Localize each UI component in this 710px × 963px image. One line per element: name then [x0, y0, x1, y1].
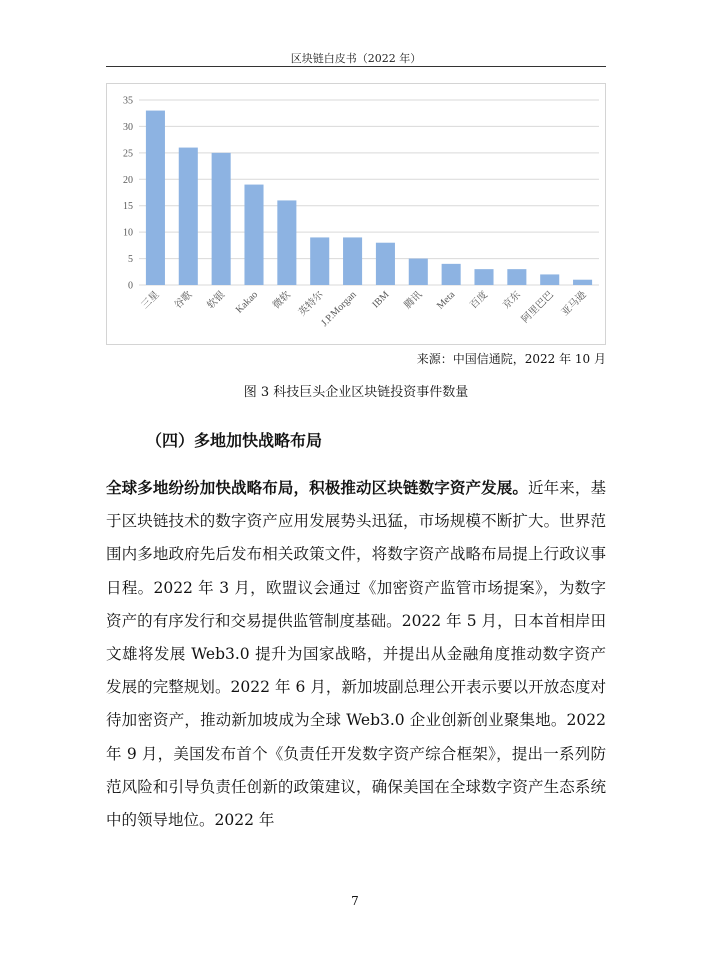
y-tick-label: 0	[128, 280, 133, 292]
bar	[343, 237, 362, 285]
x-tick-label: 英特尔	[296, 289, 326, 319]
section-heading: （四）多地加快战略布局	[146, 431, 323, 450]
bar	[474, 269, 493, 285]
y-tick-label: 20	[123, 174, 133, 186]
body-paragraph	[106, 472, 606, 837]
bar	[376, 243, 395, 285]
y-tick-label: 10	[123, 227, 133, 239]
x-tick-label: 谷歌	[172, 289, 195, 312]
y-tick-label: 25	[123, 148, 133, 160]
bar	[442, 264, 461, 285]
bar	[212, 153, 231, 285]
page-number: 7	[351, 894, 359, 908]
paragraph-lead: 全球多地纷纷加快战略布局，积极推动区块链数字资产发展。	[106, 479, 528, 497]
x-tick-label: IBM	[370, 289, 392, 311]
x-tick-label: Kakao	[233, 289, 261, 316]
header-rule	[106, 66, 606, 67]
x-tick-label: J.P.Morgan	[319, 289, 359, 329]
figure-caption: 图 3 科技巨头企业区块链投资事件数量	[243, 385, 469, 400]
paragraph-text: 近年来，基于区块链技术的数字资产应用发展势头迅猛，市场规模不断扩大。世界范围内多地政府先后发布相关政策文件，将数字资产战略布局提上行政议事日程。2022 年 3 月，欧盟议会通过《加密资产监管市场提案》，为数字资产的有序发行和交易提供监管制度基础。2022 年 5 月，日本首相岸田文雄将发展 Web3.0 提升为国家战略，并提出从金融角度推动数字资产发展的完整规划。2022 年 6 月，新加坡副总理公开表示要以开放态度对待加密资产，推动新加坡成为全球 Web3.0 企业创新创业聚集地。2022 年 9 月，美国发布首个《负责任开发数字资产综合框架》，提出一系列防范风险和引导负责任创新的政策建议，确保美国在全球数字资产生态系统中的领导地位。2022 年	[106, 479, 606, 830]
y-tick-label: 30	[123, 121, 133, 133]
x-tick-label: 腾讯	[402, 289, 425, 312]
bar	[244, 185, 263, 285]
x-tick-label: 阿里巴巴	[519, 289, 556, 326]
x-tick-label: Meta	[434, 289, 458, 312]
bar	[277, 200, 296, 285]
x-tick-label: 软银	[205, 289, 228, 312]
y-tick-label: 15	[123, 201, 133, 213]
bar	[310, 237, 329, 285]
x-tick-label: 三星	[139, 289, 162, 312]
x-tick-label: 亚马逊	[559, 289, 589, 319]
x-tick-label: 百度	[468, 289, 491, 312]
y-tick-label: 5	[128, 254, 133, 266]
bar	[507, 269, 526, 285]
y-tick-label: 35	[123, 95, 133, 107]
bar	[540, 274, 559, 285]
bar-chart	[107, 84, 607, 346]
x-tick-label: 京东	[501, 289, 523, 312]
bar	[573, 280, 592, 285]
running-header: 区块链白皮书（2022 年）	[290, 52, 422, 65]
bar	[146, 111, 165, 285]
figure-source: 来源：中国信通院，2022 年 10 月	[416, 352, 606, 366]
x-tick-label: 微软	[271, 289, 293, 312]
bar	[409, 259, 428, 285]
chart-frame	[106, 83, 606, 345]
bar	[179, 148, 198, 285]
